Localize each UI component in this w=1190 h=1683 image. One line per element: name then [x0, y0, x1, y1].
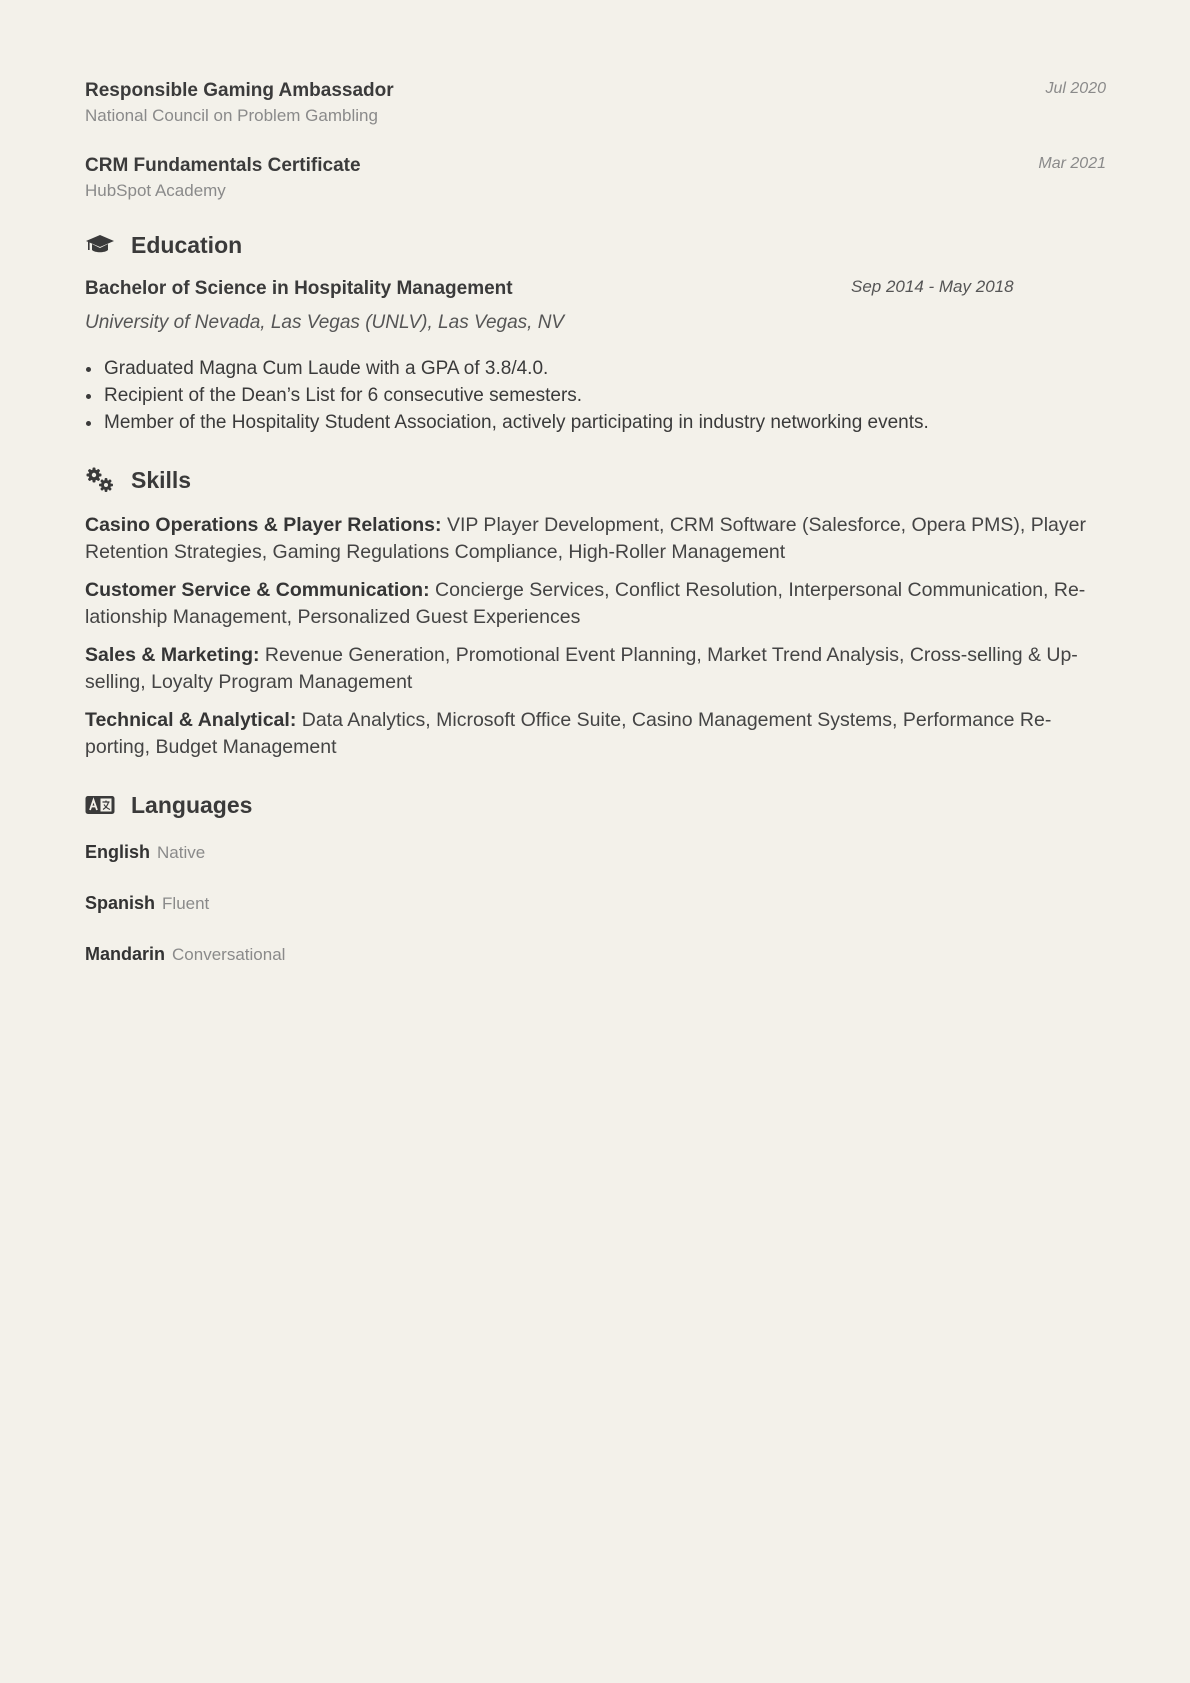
list-item: • Recipient of the Dean’s List for 6 consecutive semesters.: [103, 382, 1106, 409]
certification-title: Responsible Gaming Ambassador: [85, 80, 394, 101]
gears-icon: [85, 467, 117, 493]
education-bullets: [85, 355, 1106, 436]
certification-item: [85, 153, 1106, 205]
skill-group-text: VIP Player Development, CRM Software (Salesforce, Opera PMS), Player Retention Strategies, Gaming Regulations Compliance, High-Roller Management: [85, 514, 1086, 563]
section-title: Skills: [131, 466, 192, 493]
skill-group-label: Customer Service & Communication:: [85, 579, 430, 601]
certification-title: CRM Fundamentals Certificate: [85, 155, 361, 176]
skill-group: [85, 642, 1106, 696]
education-dates: Sep 2014 - May 2018: [851, 277, 1014, 296]
skill-group-label: Sales & Marketing:: [85, 644, 260, 666]
language-item: [85, 890, 1106, 917]
degree-title: Bachelor of Science in Hospitality Management: [85, 278, 513, 299]
languages-list: [85, 839, 1106, 968]
skill-group-label: Casino Operations & Player Relations:: [85, 514, 442, 536]
language-item: [85, 941, 1106, 968]
section-title: Languages: [131, 791, 253, 818]
language-icon: [85, 792, 117, 818]
education-heading: [85, 228, 1106, 262]
language-level: Fluent: [162, 894, 210, 913]
education-entry: [85, 276, 1106, 436]
list-item: • Graduated Magna Cum Laude with a GPA of 3.8/4.0.: [103, 355, 1106, 382]
skill-group: [85, 707, 1106, 761]
skill-group-label: Technical & Analytical:: [85, 709, 297, 731]
language-level: Conversational: [172, 945, 286, 964]
language-item: [85, 839, 1106, 866]
certification-date: Jul 2020: [1045, 80, 1106, 97]
language-level: Native: [157, 843, 206, 862]
language-name: English: [85, 842, 151, 862]
list-item: • Member of the Hospitality Student Association, actively participating in industry networking events.: [103, 409, 1106, 436]
resume-page: [85, 78, 1106, 992]
languages-heading: [85, 788, 1106, 822]
skill-group-text: Data Analytics, Microsoft Office Suite, Casino Management Systems, Performance Re-porting, Budget Management: [85, 709, 1052, 758]
graduation-cap-icon: [85, 232, 117, 258]
certification-issuer: National Council on Problem Gambling: [85, 106, 378, 125]
school-name: University of Nevada, Las Vegas (UNLV), Las Vegas, NV: [85, 312, 565, 333]
skill-group-text: Revenue Generation, Promotional Event Planning, Market Trend Analysis, Cross-selling & Up-selling, Loyalty Program Management: [85, 644, 1078, 693]
skill-group: [85, 577, 1106, 631]
certification-item: [85, 78, 1106, 130]
skills-heading: [85, 463, 1106, 497]
skill-group-text: Concierge Services, Conflict Resolution, Interpersonal Communication, Re-lationship Management, Personalized Guest Experiences: [85, 579, 1086, 628]
certification-issuer: HubSpot Academy: [85, 181, 226, 200]
certification-date: Mar 2021: [1038, 155, 1106, 172]
language-name: Mandarin: [85, 944, 166, 964]
language-name: Spanish: [85, 893, 156, 913]
skills-list: [85, 512, 1106, 761]
skill-group: [85, 512, 1106, 566]
section-title: Education: [131, 231, 243, 258]
